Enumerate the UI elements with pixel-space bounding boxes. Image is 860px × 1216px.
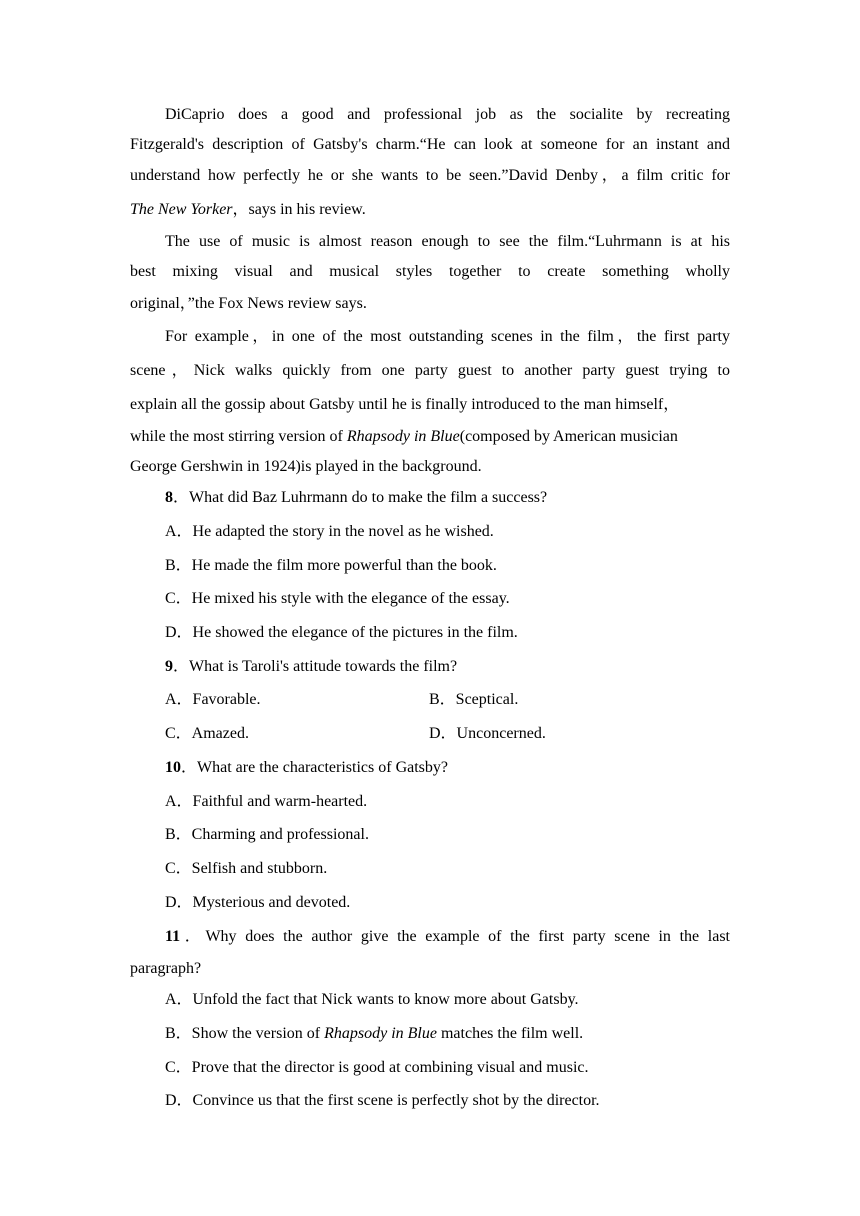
paragraph-2-line-2: best mixing visual and musical styles together to create something wholly — [130, 263, 730, 280]
q10-option-b: B．Charming and professional. — [165, 826, 369, 843]
paragraph-3-line-4-post: (composed by American musician — [459, 428, 678, 445]
question-8 — [165, 486, 547, 510]
question-11 — [130, 925, 730, 949]
question-separator: ． — [173, 658, 190, 675]
music-title: Rhapsody in Blue — [324, 1025, 437, 1042]
music-title: Rhapsody in Blue — [346, 428, 460, 445]
question-text: What are the characteristics of Gatsby? — [197, 759, 448, 776]
paragraph-3-line-4 — [130, 425, 730, 449]
publication-title: The New Yorker — [130, 201, 233, 218]
q10-option-a: A．Faithful and warm-hearted. — [165, 793, 368, 810]
q9-option-b: B．Sceptical. — [429, 691, 519, 708]
question-10 — [165, 756, 448, 780]
q9-option-d: D．Unconcerned. — [429, 725, 546, 742]
q11-option-c: C．Prove that the director is good at combining visual and music. — [165, 1059, 589, 1076]
question-11-line-2: paragraph? — [130, 960, 202, 977]
paragraph-1-line-1: DiCaprio does a good and professional job as the socialite by recreating — [165, 106, 730, 123]
question-separator: ． — [173, 489, 190, 506]
q8-option-c: C．He mixed his style with the elegance of the essay. — [165, 590, 510, 607]
question-text: What did Baz Luhrmann do to make the film a success? — [189, 489, 548, 506]
question-text: What is Taroli's attitude towards the film? — [189, 658, 458, 675]
q11-option-b-pre: B．Show the version of — [165, 1025, 325, 1042]
paragraph-1-line-4-rest: ，says in his review. — [232, 201, 366, 218]
question-number: 8 — [165, 489, 173, 506]
paragraph-1-line-3: understand how perfectly he or she wants to be seen.”David Denby，a film critic for — [130, 167, 730, 184]
question-number: 9 — [165, 658, 173, 675]
paragraph-2-line-3: original，”the Fox News review says. — [130, 295, 367, 312]
q11-option-b-post: matches the film well. — [436, 1025, 584, 1042]
q11-option-d: D．Convince us that the first scene is perfectly shot by the director. — [165, 1092, 600, 1109]
q8-option-b: B．He made the film more powerful than the book. — [165, 557, 497, 574]
paragraph-3-line-3: explain all the gossip about Gatsby until he is finally introduced to the man himself， — [130, 396, 680, 413]
q11-option-a: A．Unfold the fact that Nick wants to know more about Gatsby. — [165, 991, 579, 1008]
paragraph-2-line-1: The use of music is almost reason enough to see the film.“Luhrmann is at his — [165, 233, 730, 250]
question-9 — [165, 655, 457, 679]
question-separator: ． — [181, 759, 198, 776]
paragraph-3-line-2: scene，Nick walks quickly from one party guest to another party guest trying to — [130, 362, 730, 379]
paragraph-3-line-5: George Gershwin in 1924)is played in the background. — [130, 458, 482, 475]
q11-option-b — [165, 1022, 583, 1046]
q9-option-c: C．Amazed. — [165, 725, 249, 742]
question-number: 11 — [165, 928, 181, 945]
q8-option-a: A．He adapted the story in the novel as he wished. — [165, 523, 494, 540]
question-number: 10 — [165, 759, 181, 776]
question-separator: ． — [180, 928, 206, 945]
paragraph-3-line-4-pre: while the most stirring version of — [130, 428, 347, 445]
q8-option-d: D．He showed the elegance of the pictures in the film. — [165, 624, 518, 641]
q9-option-a: A．Favorable. — [165, 691, 261, 708]
question-text: Why does the author give the example of the first party scene in the last — [205, 928, 730, 945]
paragraph-3-line-1: For example，in one of the most outstanding scenes in the film，the first party — [165, 328, 730, 345]
paragraph-1-line-4 — [130, 198, 730, 222]
q10-option-d: D．Mysterious and devoted. — [165, 894, 351, 911]
q10-option-c: C．Selfish and stubborn. — [165, 860, 328, 877]
paragraph-1-line-2: Fitzgerald's description of Gatsby's charm.“He can look at someone for an instant and — [130, 136, 730, 153]
